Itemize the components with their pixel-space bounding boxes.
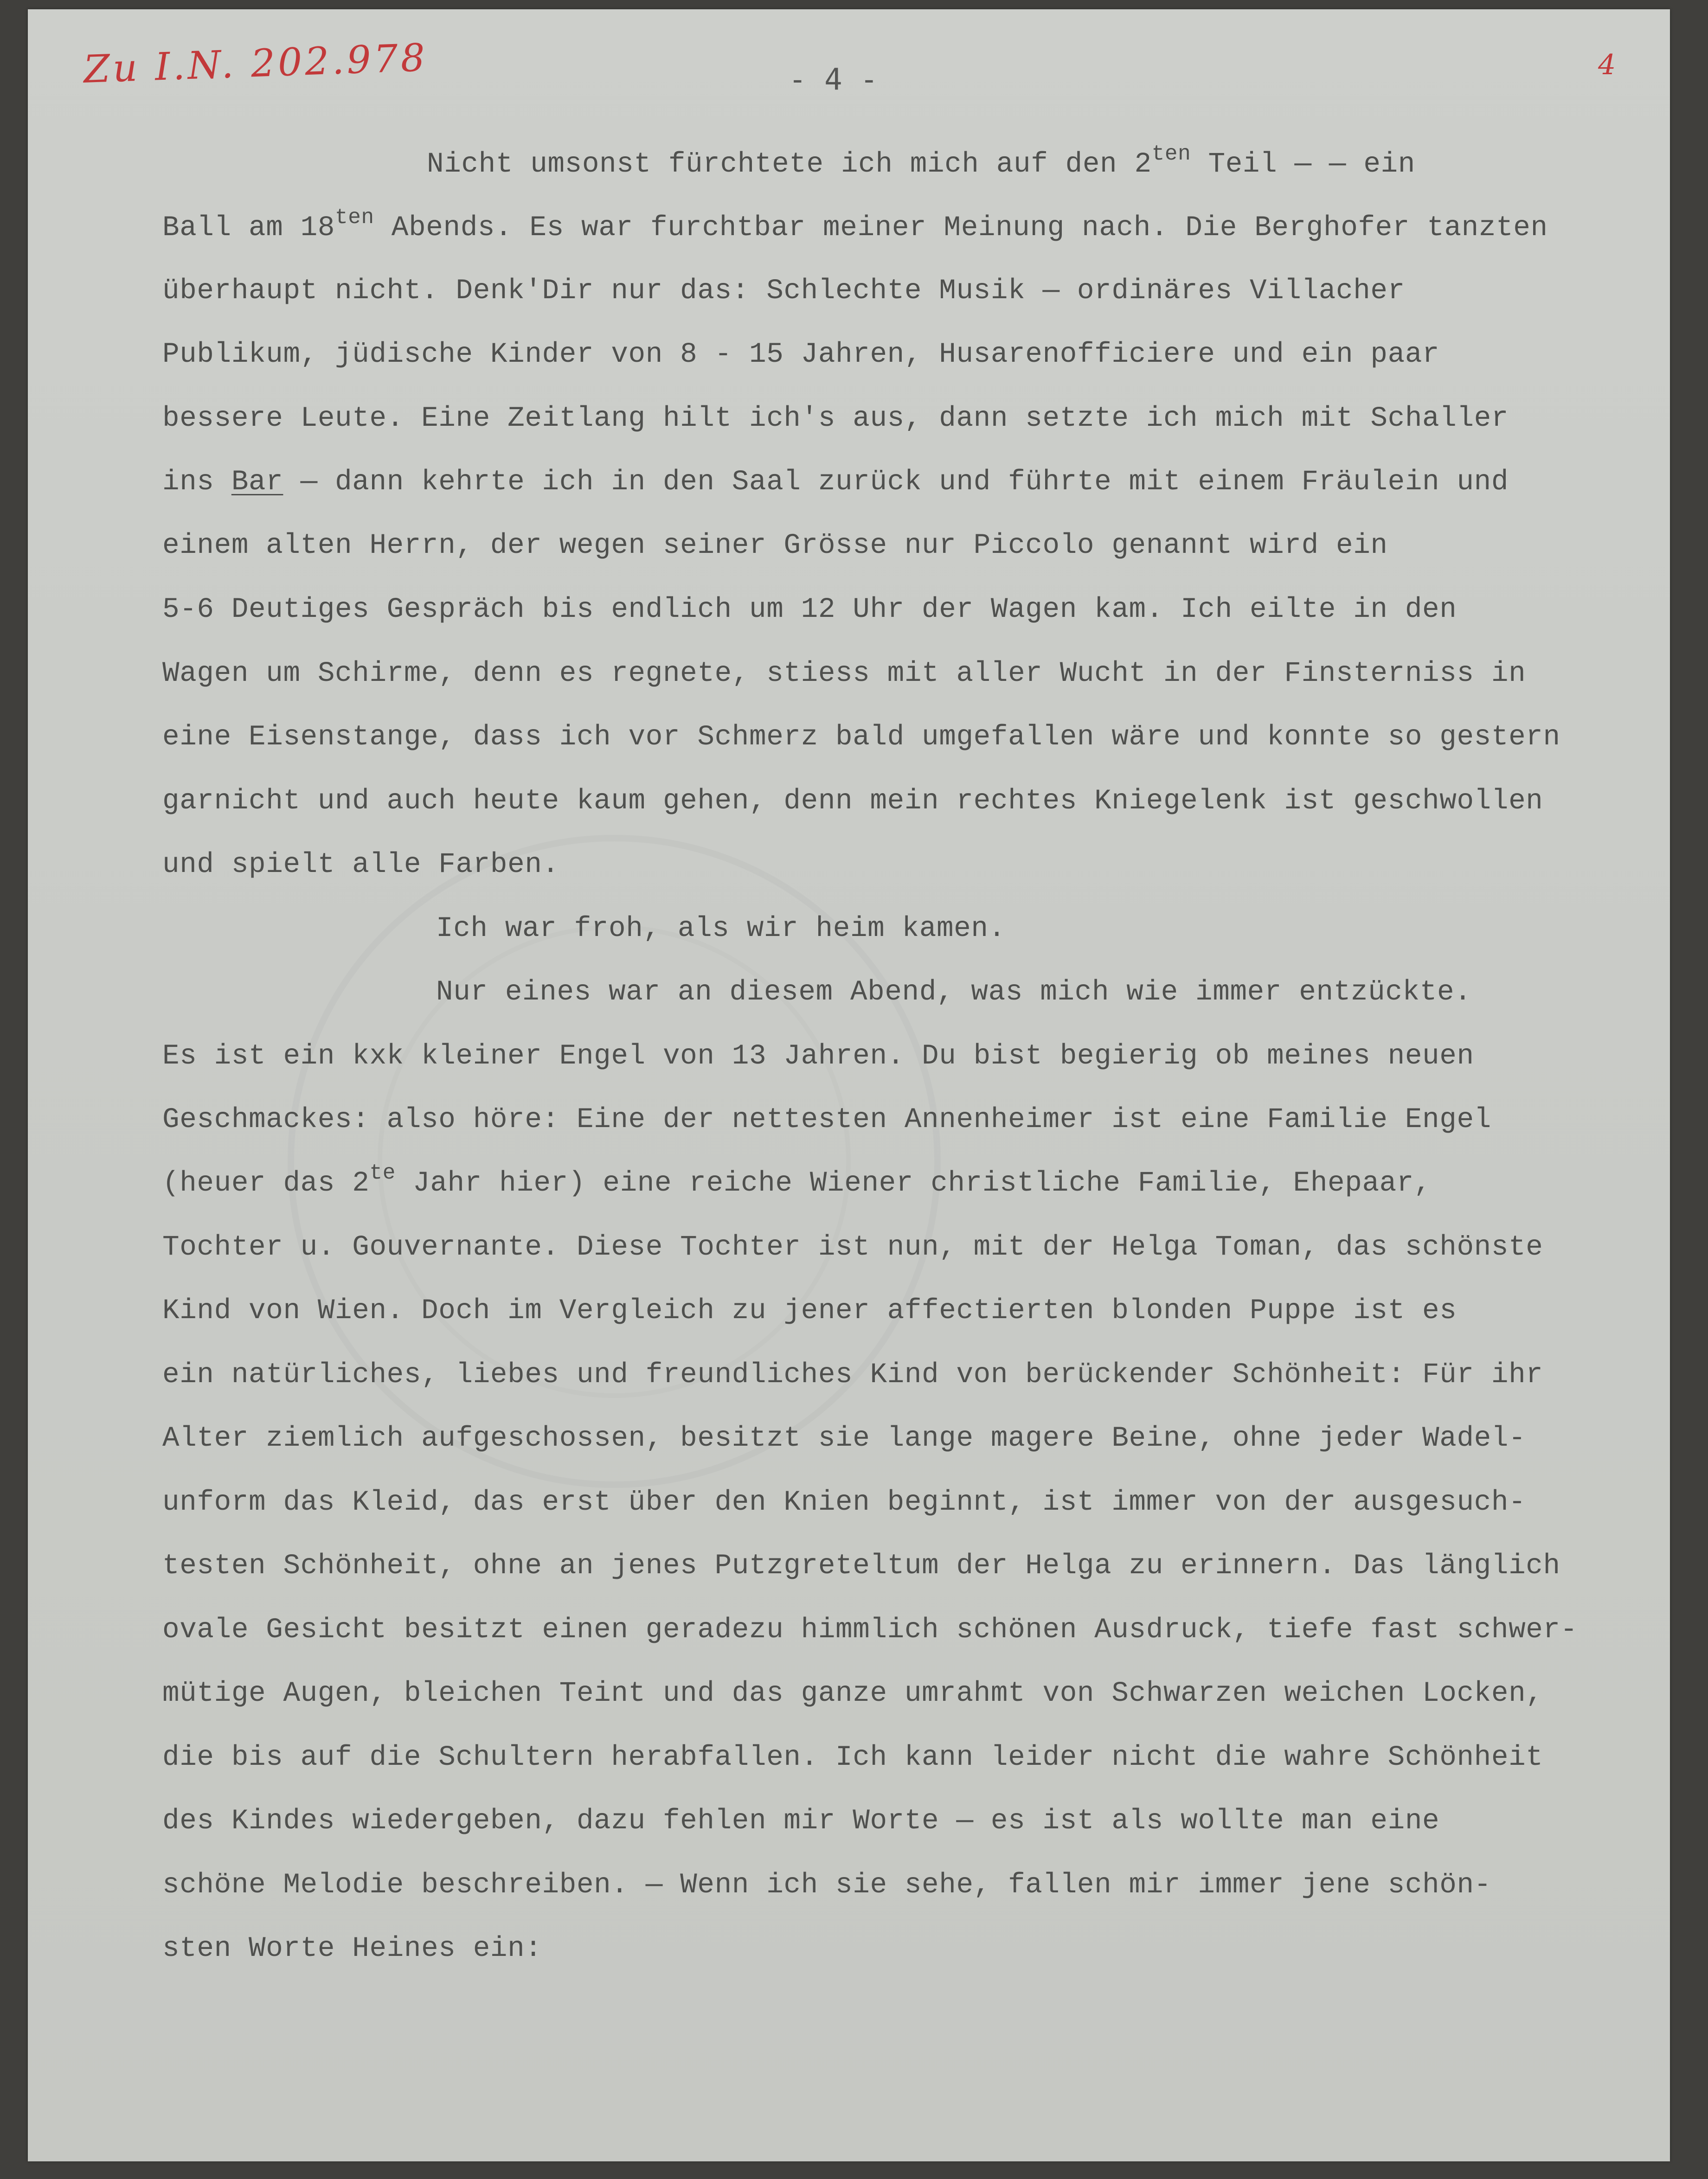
text-line: unform das Kleid, das erst über den Knien beginnt, ist immer von der ausgesuch-: [162, 1487, 1526, 1519]
text-line: bessere Leute. Eine Zeitlang hilt ich's aus, dann setzte ich mich mit Schaller: [162, 403, 1509, 435]
text-line: Ich war froh, als wir heim kamen.: [436, 913, 1006, 945]
text-line: sten Worte Heines ein:: [162, 1933, 542, 1965]
text-line: Wagen um Schirme, denn es regnete, stiess mit aller Wucht in der Finsterniss in: [162, 658, 1526, 690]
handwritten-reference: Zu I.N. 202.978: [83, 36, 429, 92]
text-line: garnicht und auch heute kaum gehen, denn mein rechtes Kniegelenk ist geschwollen: [162, 785, 1543, 817]
text-line: mütige Augen, bleichen Teint und das ganze umrahmt von Schwarzen weichen Locken,: [162, 1678, 1543, 1710]
page-number: - 4 -: [789, 63, 878, 97]
text-line: Publikum, jüdische Kinder von 8 - 15 Jahren, Husarenofficiere und ein paar: [162, 339, 1440, 371]
text-line: schöne Melodie beschreiben. — Wenn ich sie sehe, fallen mir immer jene schön-: [162, 1869, 1491, 1901]
text-line: Tochter u. Gouvernante. Diese Tochter ist nun, mit der Helga Toman, das schönste: [162, 1231, 1543, 1263]
text-line: des Kindes wiedergeben, dazu fehlen mir Worte — es ist als wollte man eine: [162, 1805, 1440, 1837]
text-line: Kind von Wien. Doch im Vergleich zu jener affectierten blonden Puppe ist es: [162, 1295, 1457, 1327]
text-line: ins Bar — dann kehrte ich in den Saal zurück und führte mit einem Fräulein und: [162, 466, 1509, 498]
text-line: testen Schönheit, ohne an jenes Putzgreteltum der Helga zu erinnern. Das länglich: [162, 1550, 1560, 1582]
text-line: ein natürliches, liebes und freundliches Kind von berückender Schönheit: Für ihr: [162, 1359, 1543, 1391]
text-line: Geschmackes: also höre: Eine der nettesten Annenheimer ist eine Familie Engel: [162, 1104, 1491, 1136]
text-line: ovale Gesicht besitzt einen geradezu himmlich schönen Ausdruck, tiefe fast schwer-: [162, 1614, 1578, 1646]
text-line: und spielt alle Farben.: [162, 849, 559, 881]
text-line: Es ist ein kxk kleiner Engel von 13 Jahren. Du bist begierig ob meines neuen: [162, 1040, 1474, 1072]
text-line: die bis auf die Schultern herabfallen. Ich kann leider nicht die wahre Schönheit: [162, 1742, 1543, 1774]
text-line: Alter ziemlich aufgeschossen, besitzt sie lange magere Beine, ohne jeder Wadel-: [162, 1423, 1526, 1455]
text-line: eine Eisenstange, dass ich vor Schmerz bald umgefallen wäre und konnte so gestern: [162, 721, 1560, 753]
text-line: Nur eines war an diesem Abend, was mich wie immer entzückte.: [436, 976, 1472, 1008]
text-line: Nicht umsonst fürchtete ich mich auf den $2^{ten}$ Teil — — ein: [427, 142, 1415, 180]
text-line: Ball am $18^{ten}$ Abends. Es war furchtbar meiner Meinung nach. Die Berghofer tanzten: [162, 205, 1548, 244]
handwritten-page-mark: 4: [1598, 49, 1616, 81]
text-line: einem alten Herrn, der wegen seiner Grösse nur Piccolo genannt wird ein: [162, 530, 1388, 562]
typewritten-page: [28, 9, 1670, 2161]
text-line: überhaupt nicht. Denk'Dir nur das: Schlechte Musik — ordinäres Villacher: [162, 275, 1405, 307]
text-line: 5-6 Deutiges Gespräch bis endlich um 12 Uhr der Wagen kam. Ich eilte in den: [162, 594, 1457, 626]
text-line: (heuer das $2^{te}$ Jahr hier) eine reiche Wiener christliche Familie, Ehepaar,: [162, 1161, 1432, 1199]
